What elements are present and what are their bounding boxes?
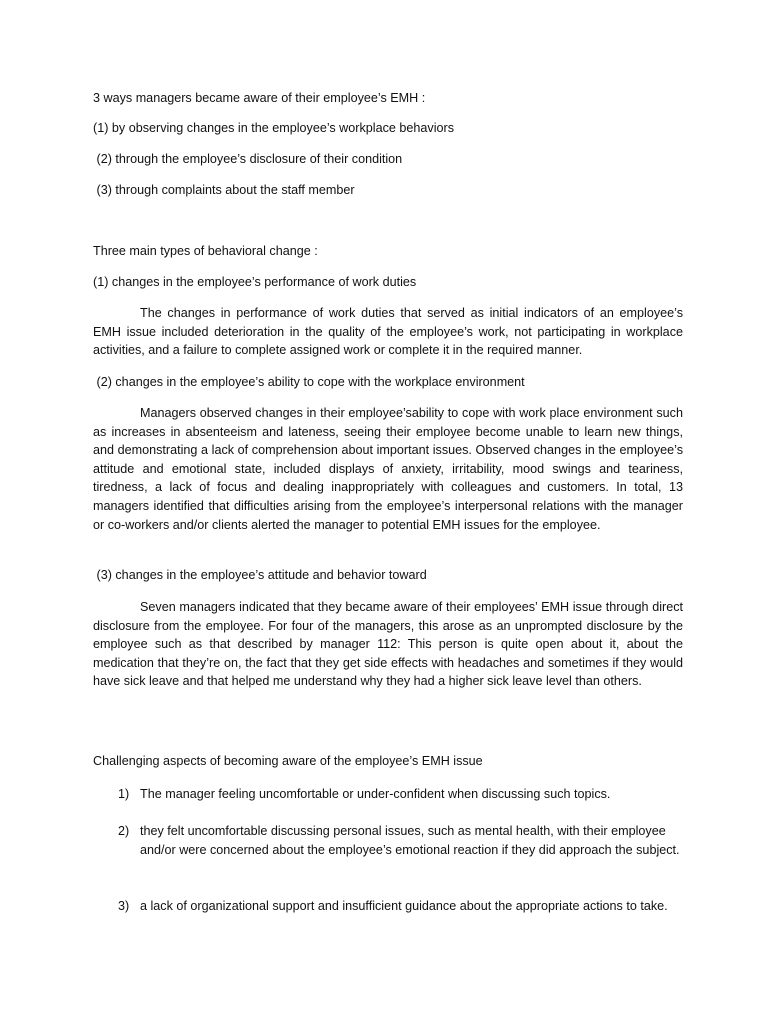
subsection-2-heading: (2) changes in the employee’s ability to cope with the workplace environment <box>93 375 525 389</box>
section1-item-2: (2) through the employee’s disclosure of their condition <box>93 152 403 166</box>
list-item-text: The manager feeling uncomfortable or under-confident when discussing such topics. <box>140 787 611 801</box>
subsection-1-heading: (1) changes in the employee’s performance of work duties <box>93 275 417 289</box>
section2-title: Three main types of behavioral change : <box>93 244 318 258</box>
list-item-text: they felt uncomfortable discussing personal issues, such as mental health, with their employee and/or were concerned about the employee’s emotional reaction if they did approach the subject. <box>140 824 680 857</box>
list-number: 1) <box>118 787 130 801</box>
section1-title: 3 ways managers became aware of their employee’s EMH : <box>93 91 426 105</box>
subsection-1-body: The changes in performance of work duties that served as initial indicators of an employee’s EMH issue included deterioration in the quality of the employee’s work, not participating in workplace activities, and a failure to complete assigned work or complete it in the required manner. <box>93 306 683 358</box>
section1-item-1: (1) by observing changes in the employee’s workplace behaviors <box>93 121 454 135</box>
section1-item-3: (3) through complaints about the staff member <box>93 183 355 197</box>
subsection-3-heading: (3) changes in the employee’s attitude and behavior toward <box>93 568 427 582</box>
list-number: 3) <box>118 899 130 913</box>
list-item-text: a lack of organizational support and insufficient guidance about the appropriate actions to take. <box>140 899 668 913</box>
list-number: 2) <box>118 824 130 838</box>
subsection-2-body: Managers observed changes in their employee’sability to cope with work place environment such as increases in absenteeism and lateness, seeing their employee become unable to learn new things, and demonstrating a lack of comprehension about important issues. Observed changes in the employee’s attitude and emotional state, included displays of anxiety, irritability, mood swings and teariness, tiredness, a lack of focus and dealing inappropriately with colleagues and customers. In total, 13 managers identified that difficulties arising from the employee’s interpersonal relations with the manager or co-workers and/or clients alerted the manager to potential EMH issues for the employee. <box>93 406 683 532</box>
subsection-3-body: Seven managers indicated that they became aware of their employees’ EMH issue through direct disclosure from the employee. For four of the managers, this arose as an unprompted disclosure by the employee such as that described by manager 112: This person is quite open about it, about the medication that they’re on, the fact that they get side effects with headaches and sometimes if they would have sick leave and that helped me understand why they had a higher sick leave level than others. <box>93 600 683 689</box>
section3-title: Challenging aspects of becoming aware of the employee’s EMH issue <box>93 754 483 768</box>
